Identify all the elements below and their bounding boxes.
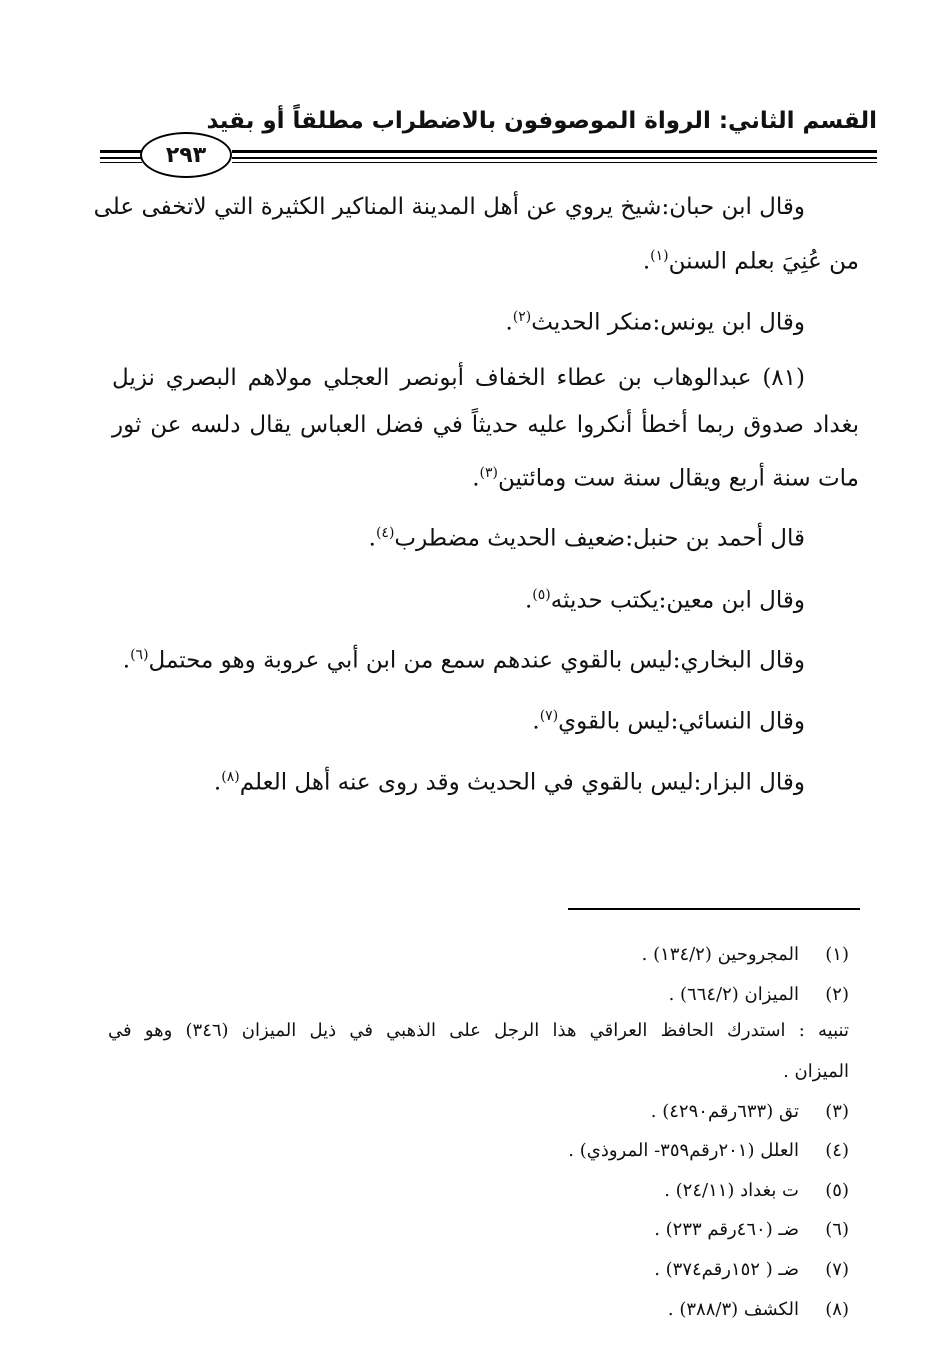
footnote-number: (٨) [825,1299,849,1320]
footnote-number: (٧) [825,1259,849,1280]
line-tail: . [213,769,222,796]
header-rule [232,157,877,159]
footnote-separator [568,908,860,910]
footnote-ref: (٤) [375,525,395,541]
body-line [472,456,859,496]
footnote-ref: (٧) [539,708,559,724]
line-text: وقال البخاري:ليس بالقوي عندهم سمع من ابن أبي عروبة وهو محتمل [148,647,805,674]
header-rule [100,150,142,153]
footnote-note: تنبيه : استدرك الحافظ العراقي هذا الرجل على الذهبي في ذيل الميزان (٣٤٦) وهو في [108,1020,849,1041]
line-text: وقال ابن يونس:منكر الحديث [531,309,805,336]
line-tail: . [472,465,480,492]
footnote-item [568,1137,849,1165]
footnote-item [654,1256,849,1284]
body-line [93,190,805,224]
footnote-ref: (٢) [512,309,532,325]
footnote-item [668,1296,849,1324]
header-rule [232,162,877,163]
footnote-text: ت بغداد (٢٤/١١) . [664,1180,799,1201]
footnote-ref: (٥) [532,587,551,603]
footnote-text: المجروحين (١٣٤/٢) . [641,944,799,965]
line-tail: . [368,525,376,552]
line-text: وقال النسائي:ليس بالقوي [558,708,805,735]
footnote-ref: (١) [650,248,669,264]
footnote-item [642,941,849,969]
body-line [643,239,859,279]
footnote-text: العلل (٢٠١رقم٣٥٩- المروذي) . [568,1140,799,1161]
line-tail: . [642,248,651,275]
footnote-number: (٤) [825,1140,849,1161]
footnote-item [664,1177,849,1205]
line-text: مات سنة أربع ويقال سنة ست ومائتين [497,465,859,492]
body-line [505,300,805,340]
footnote-ref: (٨) [221,769,240,785]
line-text: من عُنِيَ بعلم السنن [668,248,859,275]
body-line [525,578,805,618]
footnote-text: الكشف (٣٨٨/٣) . [667,1299,799,1320]
line-text: قال أحمد بن حنبل:ضعيف الحديث مضطرب [394,525,805,552]
line-tail: . [532,708,540,735]
footnote-number: (١) [825,944,849,965]
line-text: وقال البزار:ليس بالقوي في الحديث وقد روى عنه أهل العلم [239,769,805,796]
footnote-item [669,981,849,1009]
body-line [112,361,805,395]
footnote-ref: (٣) [479,465,498,481]
header-rule [100,162,142,163]
line-tail: . [122,647,131,674]
body-line [532,699,805,739]
line-text: (٨١) عبدالوهاب بن عطاء الخفاف أبونصر العجلي مولاهم البصري نزيل [112,365,805,391]
running-header-title: القسم الثاني: الرواة الموصوفون بالاضطراب مطلقاً أو بقيد [206,108,877,134]
header-rule [232,150,877,153]
line-tail: . [505,309,513,336]
body-line [123,638,805,678]
body-line [112,408,859,442]
footnote-number: (٣) [825,1101,849,1122]
line-text: وقال ابن حبان:شيخ يروي عن أهل المدينة المناكير الكثيرة التي لاتخفى على [93,194,805,220]
footnote-item [651,1098,849,1126]
footnote-ref: (٦) [130,647,149,663]
footnote-note: الميزان . [783,1061,849,1082]
body-line [214,760,805,800]
header-rule [100,157,142,159]
footnote-number: (٦) [825,1219,849,1240]
footnote-text: ضـ ( ١٥٢رقم٣٧٤) . [654,1259,799,1280]
body-line [369,516,805,556]
footnote-number: (٢) [825,984,849,1005]
line-text: بغداد صدوق ربما أخطأ أنكروا عليه حديثاً في فضل العباس يقال دلسه عن ثور [112,412,859,438]
footnote-text: تق (٦٣٣رقم٤٢٩٠) . [650,1101,799,1122]
page-number: ٢٩٣ [140,132,232,178]
footnote-item [654,1216,849,1244]
footnote-text: ضـ (٤٦٠رقم ٢٣٣) . [654,1219,799,1240]
line-text: وقال ابن معين:يكتب حديثه [550,587,805,614]
line-tail: . [524,587,533,614]
footnote-text: الميزان (٦٦٤/٢) . [668,984,799,1005]
footnote-number: (٥) [825,1180,849,1201]
